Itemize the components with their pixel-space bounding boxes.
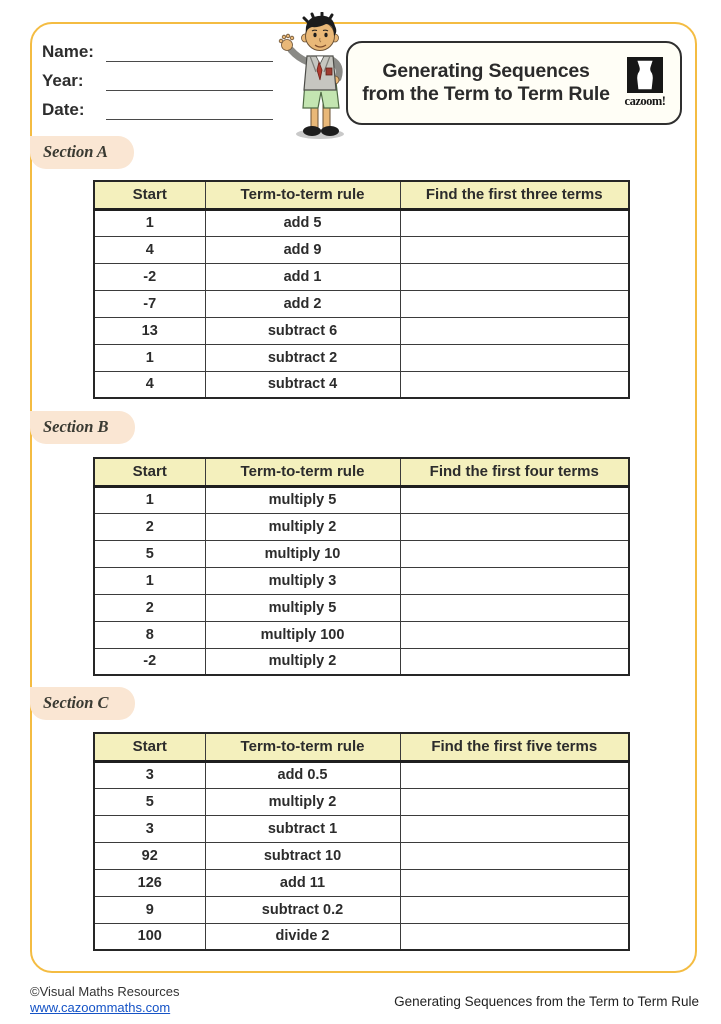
- column-header-start: Start: [94, 733, 205, 761]
- start-value: 126: [94, 869, 205, 896]
- answer-cell[interactable]: [400, 869, 629, 896]
- table-row: [94, 648, 629, 675]
- cazoom-logo: [618, 57, 672, 109]
- rule-value: multiply 2: [205, 788, 400, 815]
- column-header-find-terms: Find the first five terms: [400, 733, 629, 761]
- start-value: 1: [94, 567, 205, 594]
- section-b-table: [93, 457, 630, 676]
- start-value: 13: [94, 317, 205, 344]
- section-c-table: [93, 732, 630, 951]
- worksheet-title: [354, 60, 618, 106]
- table-row: [94, 540, 629, 567]
- table-row: [94, 513, 629, 540]
- table-row: [94, 923, 629, 950]
- start-value: 2: [94, 594, 205, 621]
- name-input-line[interactable]: [106, 44, 273, 62]
- start-value: 2: [94, 513, 205, 540]
- column-header-rule: Term-to-term rule: [205, 458, 400, 486]
- table-row: [94, 761, 629, 788]
- section-a: [30, 136, 680, 399]
- table-row: [94, 344, 629, 371]
- footer-attribution: [30, 984, 180, 1016]
- answer-cell[interactable]: [400, 896, 629, 923]
- table-row: [94, 567, 629, 594]
- table-header-row: [94, 733, 629, 761]
- start-value: 3: [94, 761, 205, 788]
- rule-value: subtract 10: [205, 842, 400, 869]
- worksheet-title-line2: from the Term to Term Rule: [362, 83, 610, 105]
- student-info-fields: [42, 42, 292, 129]
- answer-cell[interactable]: [400, 815, 629, 842]
- answer-cell[interactable]: [400, 236, 629, 263]
- table-row: [94, 263, 629, 290]
- start-value: 1: [94, 344, 205, 371]
- start-value: 5: [94, 788, 205, 815]
- table-header-row: [94, 458, 629, 486]
- answer-cell[interactable]: [400, 344, 629, 371]
- rule-value: subtract 1: [205, 815, 400, 842]
- table-row: [94, 486, 629, 513]
- start-value: 4: [94, 371, 205, 398]
- rule-value: subtract 6: [205, 317, 400, 344]
- worksheet-title-line1: Generating Sequences: [382, 60, 590, 82]
- cazoommaths-link[interactable]: www.cazoommaths.com: [30, 999, 171, 1015]
- rule-value: add 5: [205, 209, 400, 236]
- rule-value: subtract 2: [205, 344, 400, 371]
- footer-document-title: Generating Sequences from the Term to Term Rule: [394, 994, 699, 1009]
- start-value: 9: [94, 896, 205, 923]
- rule-value: multiply 100: [205, 621, 400, 648]
- start-value: 5: [94, 540, 205, 567]
- table-row: [94, 621, 629, 648]
- year-input-line[interactable]: [106, 73, 273, 91]
- start-value: 1: [94, 486, 205, 513]
- column-header-rule: Term-to-term rule: [205, 733, 400, 761]
- answer-cell[interactable]: [400, 317, 629, 344]
- answer-cell[interactable]: [400, 371, 629, 398]
- column-header-start: Start: [94, 181, 205, 209]
- table-row: [94, 371, 629, 398]
- rule-value: add 9: [205, 236, 400, 263]
- cazoom-logo-icon: [627, 57, 663, 93]
- table-header-row: [94, 181, 629, 209]
- answer-cell[interactable]: [400, 209, 629, 236]
- column-header-start: Start: [94, 458, 205, 486]
- year-label: Year:: [42, 71, 84, 90]
- cazoom-logo-text: cazoom!: [624, 94, 666, 108]
- column-header-find-terms: Find the first four terms: [400, 458, 629, 486]
- answer-cell[interactable]: [400, 290, 629, 317]
- section-b: [30, 411, 680, 676]
- answer-cell[interactable]: [400, 486, 629, 513]
- answer-cell[interactable]: [400, 513, 629, 540]
- start-value: 4: [94, 236, 205, 263]
- section-c-label: Section C: [30, 687, 135, 720]
- worksheet-title-box: [346, 41, 682, 125]
- answer-cell[interactable]: [400, 648, 629, 675]
- rule-value: multiply 5: [205, 594, 400, 621]
- student-character-illustration: [274, 12, 356, 142]
- copyright-text: ©Visual Maths Resources: [30, 984, 180, 999]
- section-c: [30, 687, 680, 951]
- column-header-rule: Term-to-term rule: [205, 181, 400, 209]
- rule-value: add 2: [205, 290, 400, 317]
- table-row: [94, 869, 629, 896]
- answer-cell[interactable]: [400, 594, 629, 621]
- rule-value: multiply 5: [205, 486, 400, 513]
- date-label: Date:: [42, 100, 85, 119]
- section-a-table: [93, 180, 630, 399]
- rule-value: multiply 10: [205, 540, 400, 567]
- answer-cell[interactable]: [400, 923, 629, 950]
- rule-value: add 1: [205, 263, 400, 290]
- name-label: Name:: [42, 42, 94, 61]
- rule-value: subtract 4: [205, 371, 400, 398]
- rule-value: add 0.5: [205, 761, 400, 788]
- rule-value: add 11: [205, 869, 400, 896]
- date-input-line[interactable]: [106, 102, 273, 120]
- start-value: 8: [94, 621, 205, 648]
- start-value: 3: [94, 815, 205, 842]
- rule-value: multiply 3: [205, 567, 400, 594]
- table-row: [94, 290, 629, 317]
- answer-cell[interactable]: [400, 842, 629, 869]
- table-row: [94, 209, 629, 236]
- start-value: 100: [94, 923, 205, 950]
- answer-cell[interactable]: [400, 788, 629, 815]
- table-row: [94, 788, 629, 815]
- rule-value: subtract 0.2: [205, 896, 400, 923]
- table-row: [94, 594, 629, 621]
- start-value: -2: [94, 263, 205, 290]
- rule-value: divide 2: [205, 923, 400, 950]
- table-row: [94, 896, 629, 923]
- answer-cell[interactable]: [400, 567, 629, 594]
- table-row: [94, 236, 629, 263]
- table-row: [94, 842, 629, 869]
- answer-cell[interactable]: [400, 540, 629, 567]
- section-a-label: Section A: [30, 136, 134, 169]
- rule-value: multiply 2: [205, 648, 400, 675]
- start-value: -2: [94, 648, 205, 675]
- table-row: [94, 815, 629, 842]
- answer-cell[interactable]: [400, 761, 629, 788]
- section-b-label: Section B: [30, 411, 135, 444]
- rule-value: multiply 2: [205, 513, 400, 540]
- answer-cell[interactable]: [400, 621, 629, 648]
- column-header-find-terms: Find the first three terms: [400, 181, 629, 209]
- start-value: 92: [94, 842, 205, 869]
- answer-cell[interactable]: [400, 263, 629, 290]
- start-value: -7: [94, 290, 205, 317]
- start-value: 1: [94, 209, 205, 236]
- table-row: [94, 317, 629, 344]
